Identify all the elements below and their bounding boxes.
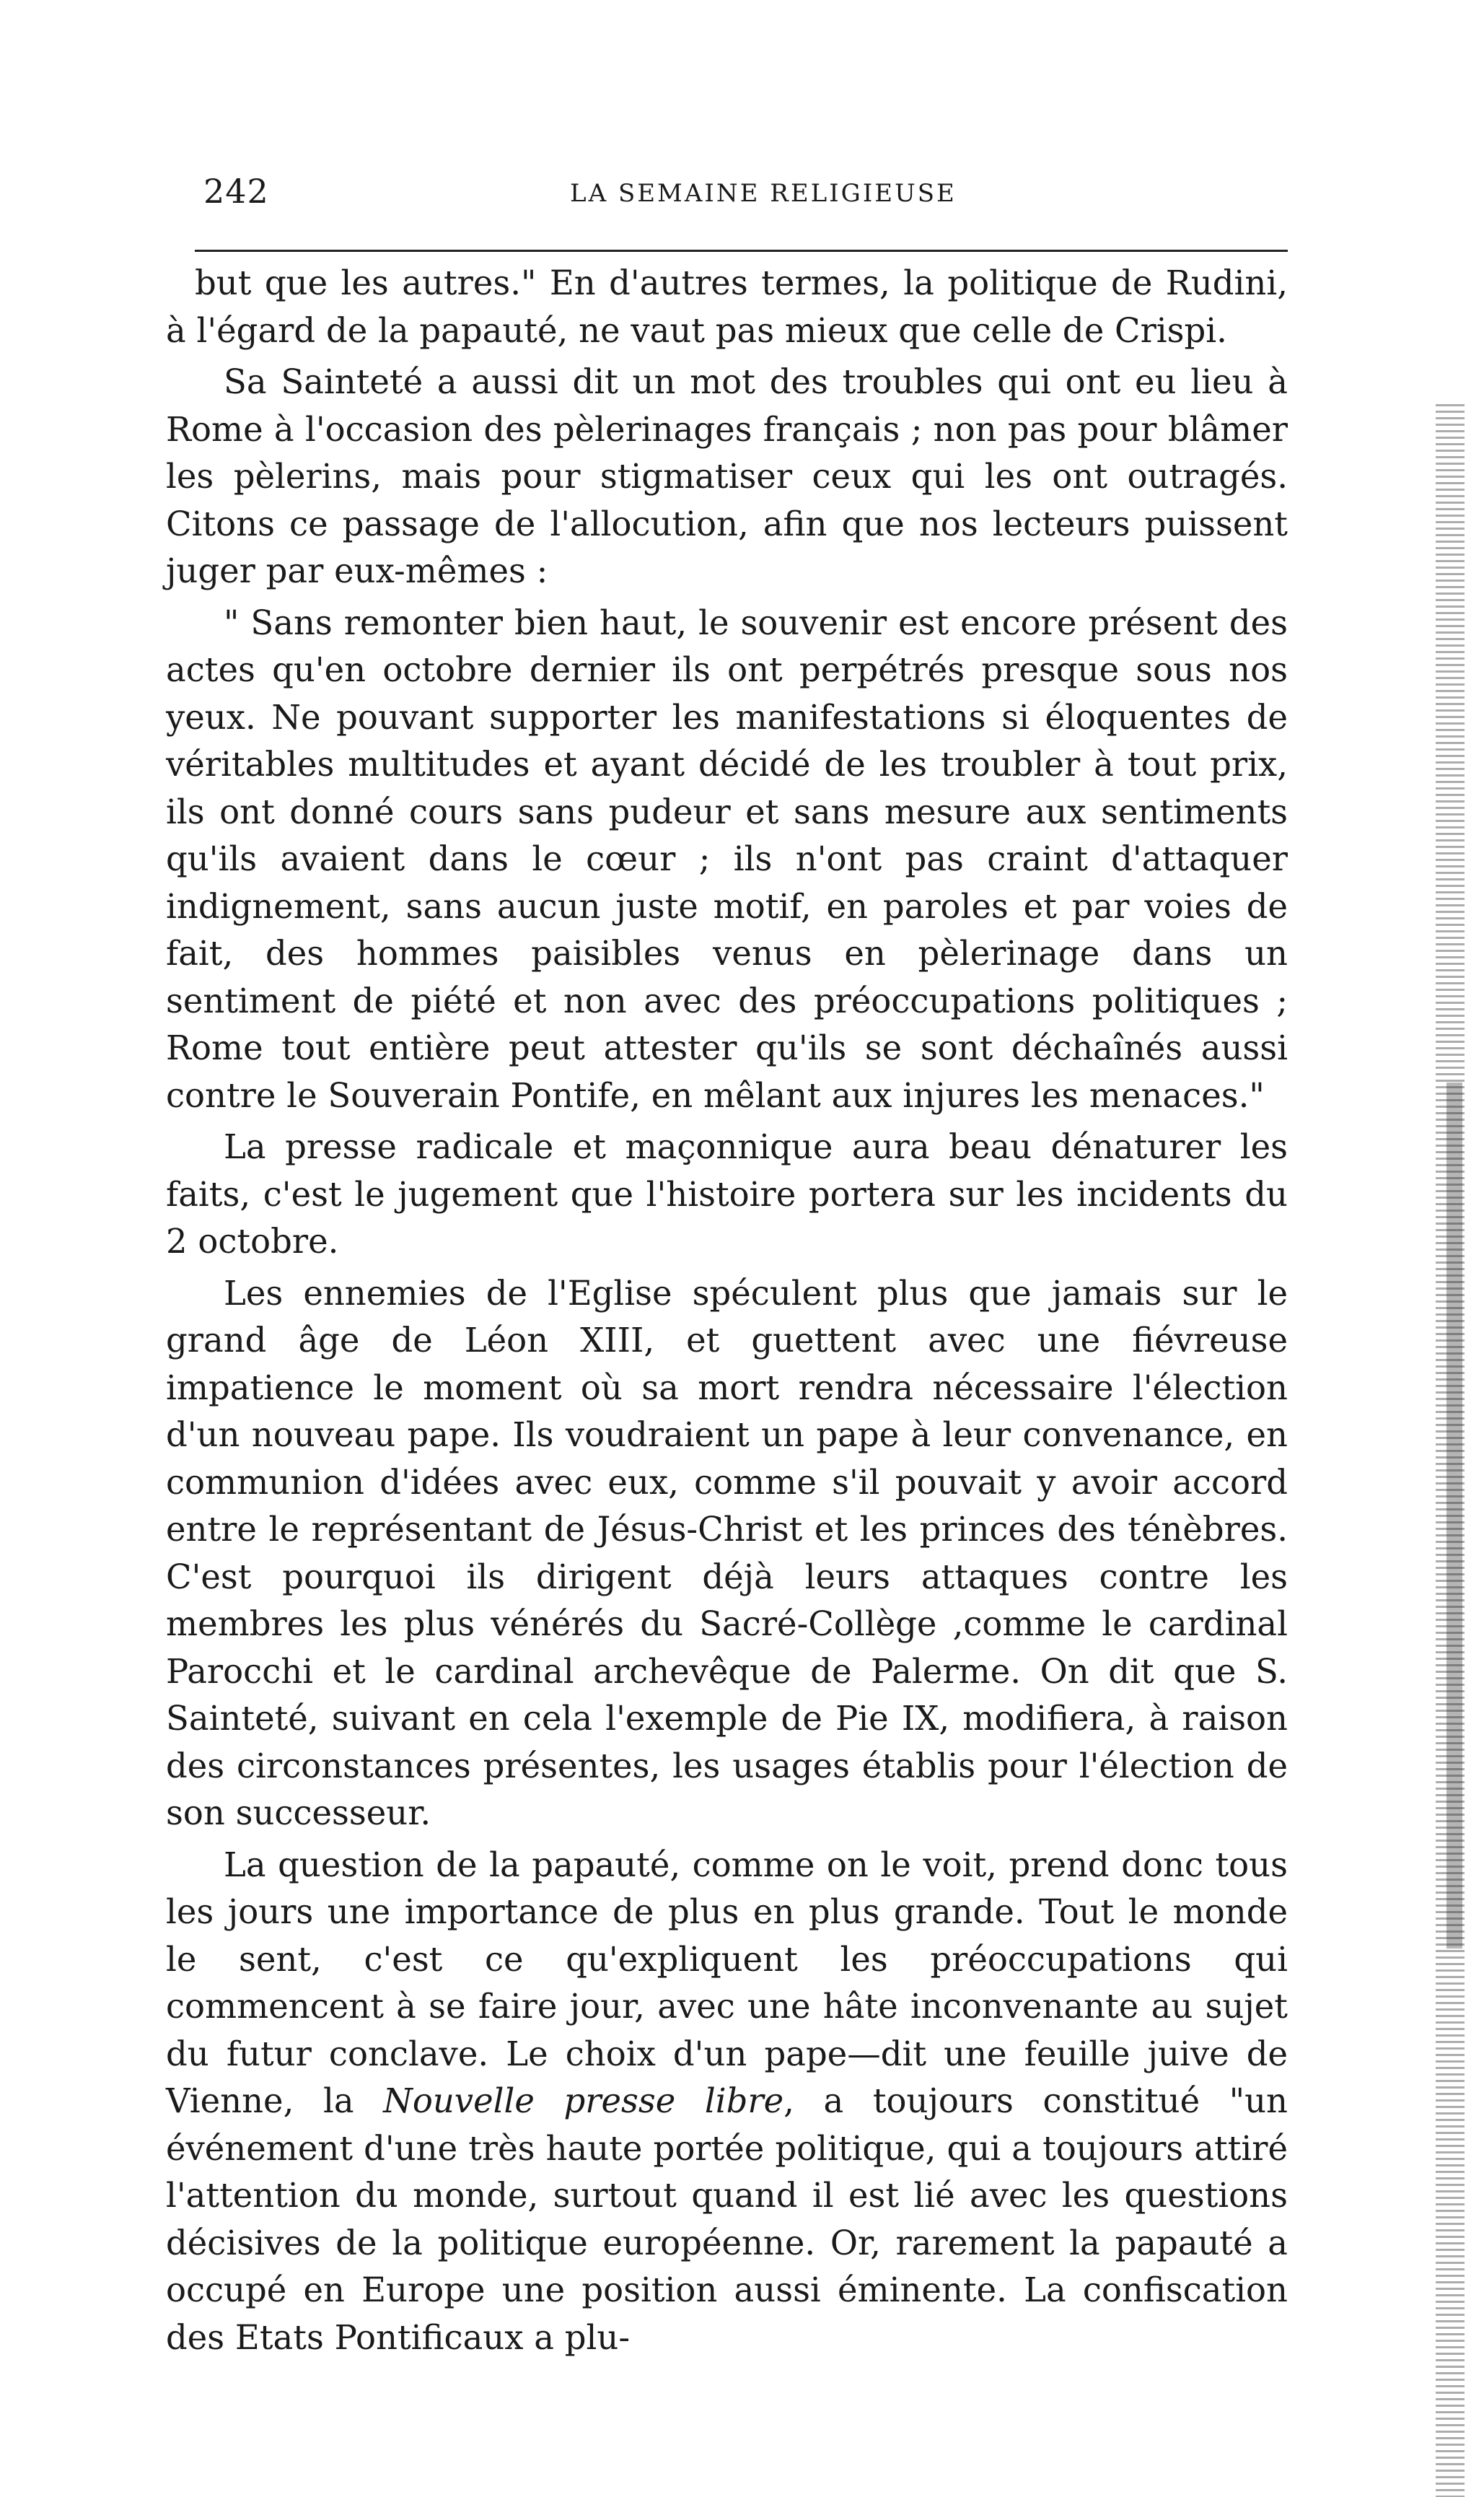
- paragraph-1: but que les autres." En d'autres termes, la politique de Rudini, à l'égard de la papauté, ne vaut pas mieux que celle de Crispi.: [166, 263, 1288, 350]
- running-head: LA SEMAINE RELIGIEUSE: [570, 179, 957, 208]
- newspaper-title: Nouvelle presse libre: [383, 2081, 784, 2120]
- page-number: 242: [203, 172, 269, 211]
- paragraph-6: [166, 1842, 1288, 2362]
- quoted-allocution: " Sans remonter bien haut, le souvenir est encore présent des actes qu'en octobre dernier ils ont perpétrés presque sous nos yeux. Ne pouvant supporter les manifestations si éloquentes de véritables multitudes et ayant décidé de les troubler à tout prix, ils ont donné cours sans pudeur et sans mesure aux sentiments qu'ils avaient dans le cœur ; ils n'ont pas craint d'attaquer indignement, sans aucun juste motif, en paroles et par voies de fait, des hommes paisibles venus en pèlerinage dans un sentiment de piété et non avec des préoccupations politiques ; Rome tout entière peut attester qu'ils se sont déchaînés aussi contre le Souverain Pontife, en mêlant aux injures les menaces.": [166, 603, 1288, 1115]
- paragraph-2: Sa Sainteté a aussi dit un mot des troubles qui ont eu lieu à Rome à l'occasion des pèlerinages français ; non pas pour blâmer les pèlerins, mais pour stigmatiser ceux qui les ont outragés. Citons ce passage de l'allocution, afin que nos lecteurs puissent juger par eux-mêmes :: [166, 362, 1288, 590]
- page-binding-shadow: [1446, 1083, 1462, 1949]
- paragraph-4: La presse radicale et maçonnique aura beau dénaturer les faits, c'est le jugement que l'histoire portera sur les incidents du 2 octobre.: [166, 1127, 1288, 1261]
- page-header: [195, 172, 1288, 222]
- paragraph-6-part-2: , a toujours constitué "un événement d'une très haute portée politique, qui a toujours attiré l'attention du monde, surtout quand il est lié avec les questions décisives de la politique européenne. Or, rarement la papauté a occupé en Europe une position aussi éminente. La confiscation des Etats Pontificaux a plu-: [166, 2081, 1288, 2357]
- header-rule: [195, 250, 1288, 252]
- paragraph-5: Les ennemies de l'Eglise spéculent plus que jamais sur le grand âge de Léon XIII, et guettent avec une fiévreuse impatience le moment où sa mort rendra nécessaire l'élection d'un nouveau pape. Ils voudraient un pape à leur convenance, en communion d'idées avec eux, comme s'il pouvait y avoir accord entre le représentant de Jésus-Christ et les princes des ténèbres. C'est pourquoi ils dirigent déjà leurs attaques contre les membres les plus vénérés du Sacré-Collège ,comme le cardinal Parocchi et le cardinal archevêque de Palerme. On dit que S. Sainteté, suivant en cela l'exemple de Pie IX, modifiera, à raison des circonstances présentes, les usages établis pour l'élection de son successeur.: [166, 1273, 1288, 1832]
- body-text: [166, 260, 1288, 2361]
- paragraph-6-part-1: La question de la papauté, comme on le voit, prend donc tous les jours une importance de plus en plus grande. Tout le monde le sent, c'est ce qu'expliquent les préoccupations qui commencent à se faire jour, avec une hâte inconvenante au sujet du futur conclave. Le choix d'un pape—dit une feuille juive de Vienne, la: [166, 1845, 1288, 2120]
